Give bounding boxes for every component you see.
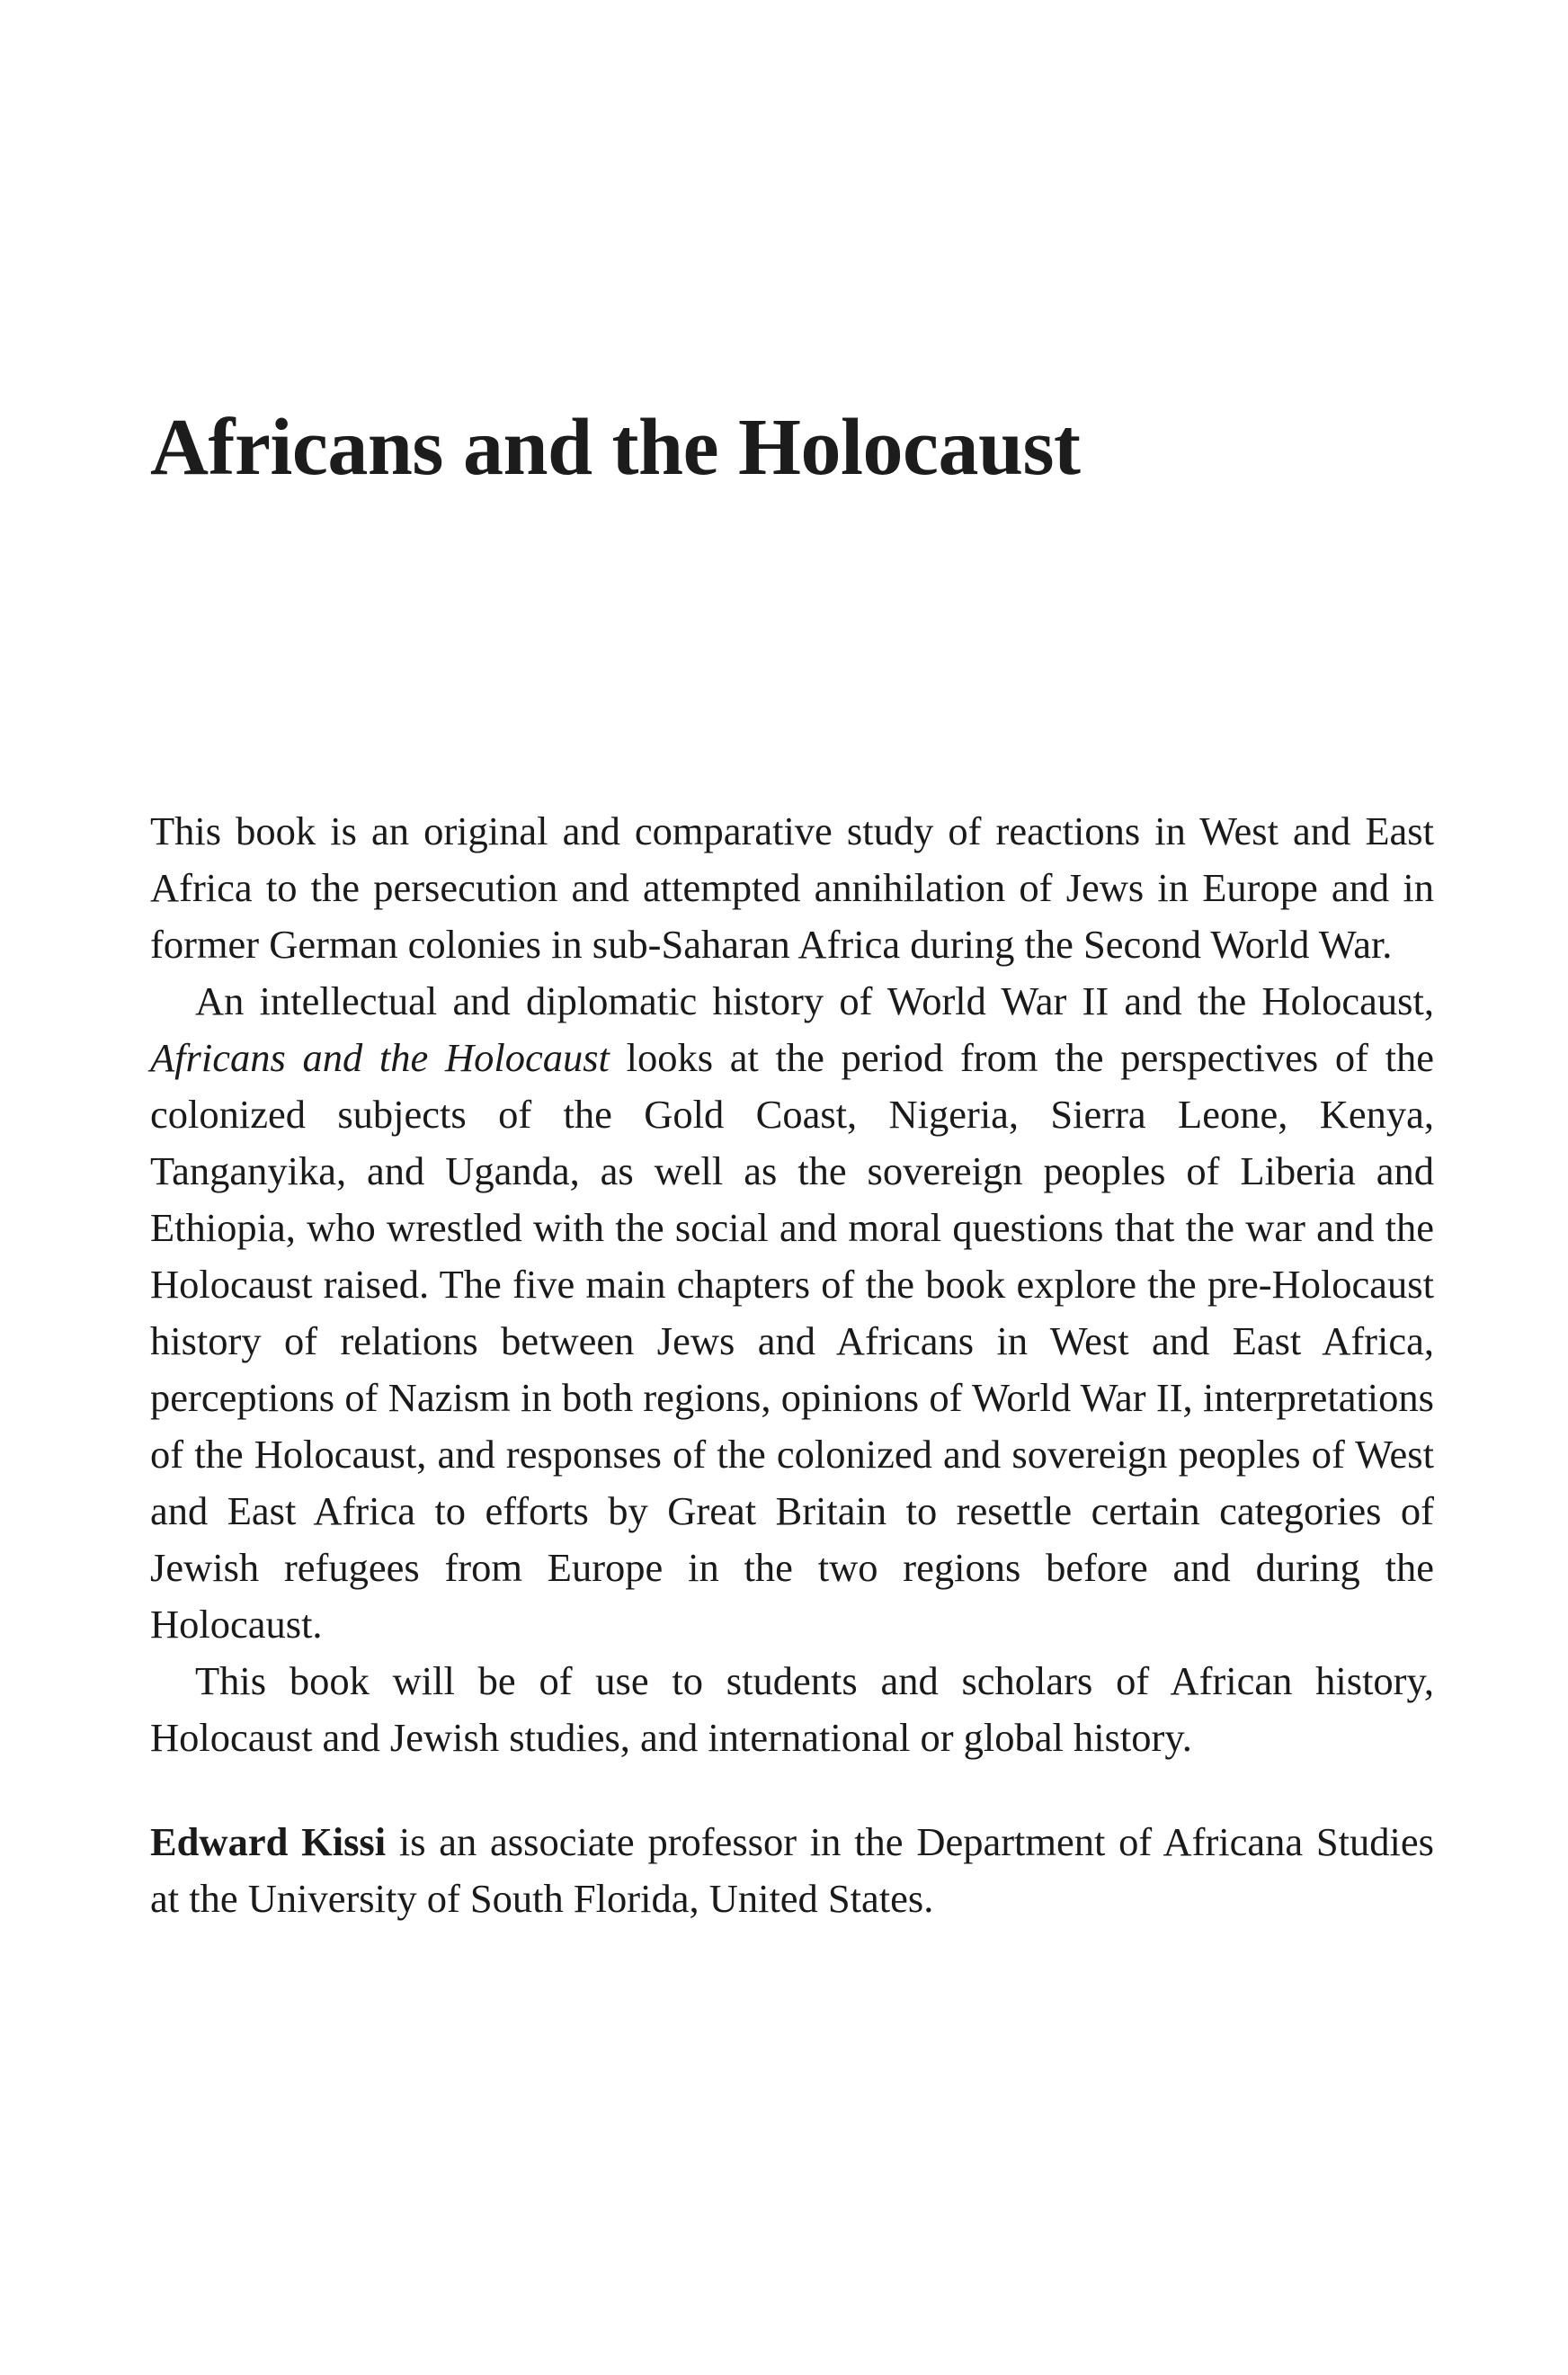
blurb-text-after-italic: looks at the period from the perspectives of the colonized subjects of the Gold Coast, Nigeria, Sierra Leone, Kenya, Tanganyika, and Uganda, as well as the sovereign peoples of Liberia and Ethiopia, who wrestled with the social and moral questions that the war and the Holocaust raised. The five main chapters of the book explore the pre-Holocaust history of relations between Jews and Africans in West and East Africa, perceptions of Nazism in both regions, opinions of World War II, interpretations of the Holocaust, and responses of the colonized and sovereign peoples of West and East Africa to efforts by Great Britain to resettle certain categories of Jewish refugees from Europe in the two regions before and during the Holocaust. <box>150 1035 1434 1647</box>
author-name: Edward Kissi <box>150 1819 387 1864</box>
blurb-paragraph-history <box>150 973 1434 1653</box>
blurb-paragraph-intro: This book is an original and comparative study of reactions in West and East Africa to the persecution and attempted annihilation of Jews in Europe and in former German colonies in sub-Saharan Africa during the Second World War. <box>150 808 1434 967</box>
blurb-paragraph-audience: This book will be of use to students and scholars of African history, Holocaust and Jewish studies, and international or global history. <box>150 1658 1434 1760</box>
book-title: Africans and the Holocaust <box>150 403 1081 492</box>
author-description: is an associate professor in the Department of Africana Studies at the University of South Florida, United States. <box>150 1819 1434 1921</box>
author-bio <box>150 1814 1434 1927</box>
blurb-text-before-italic: An intellectual and diplomatic history of World War II and the Holocaust, <box>195 978 1434 1023</box>
italic-book-title: Africans and the Holocaust <box>150 1035 610 1080</box>
book-blurb <box>150 803 1434 1927</box>
